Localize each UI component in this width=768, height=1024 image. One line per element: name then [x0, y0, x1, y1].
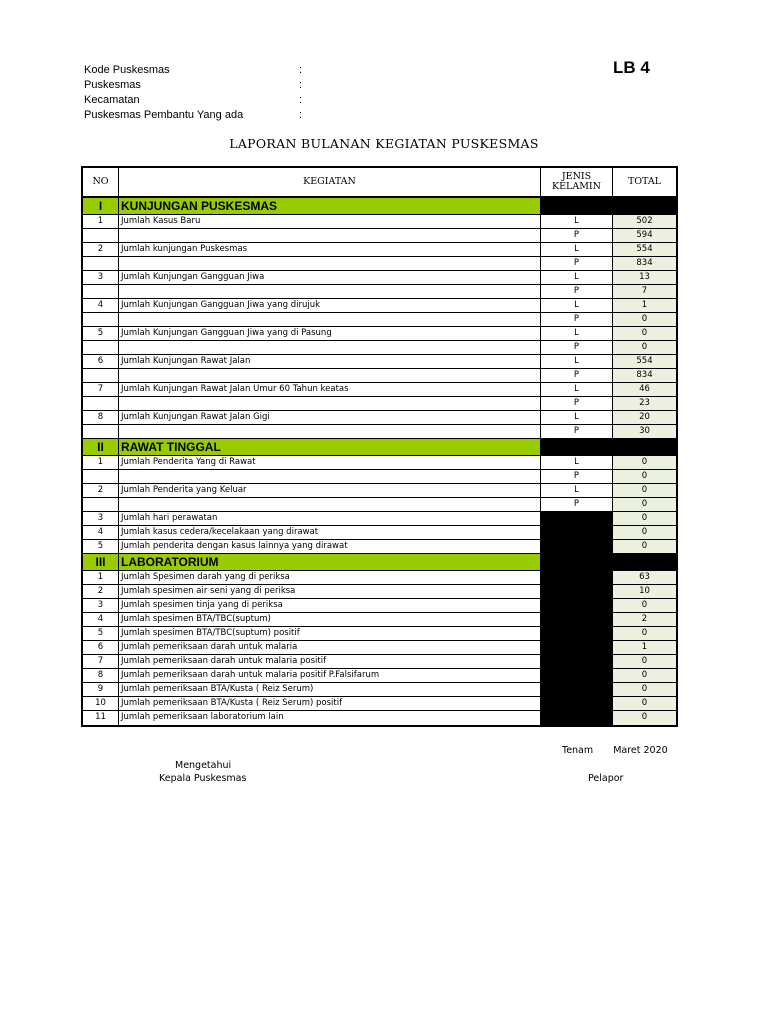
table-row	[83, 571, 676, 585]
row-total: 0	[613, 697, 676, 710]
row-total: 0	[613, 540, 676, 553]
row-total: 554	[613, 355, 676, 368]
row-jenis-kelamin-blocked	[541, 585, 613, 598]
row-number: 7	[83, 655, 119, 668]
row-kegiatan: Jumlah pemeriksaan laboratorium lain	[119, 711, 541, 725]
row-number: 2	[83, 484, 119, 497]
footer-place: Tenam	[562, 745, 594, 756]
row-number	[83, 369, 119, 382]
row-kegiatan: Jumlah pemeriksaan BTA/Kusta ( Reiz Serum) positif	[119, 697, 541, 710]
table-row	[83, 512, 676, 526]
row-jenis-kelamin: L	[541, 299, 613, 312]
footer-mengetahui: Mengetahui	[175, 760, 232, 771]
row-kegiatan: Jumlah hari perawatan	[119, 512, 541, 525]
table-row	[83, 355, 676, 369]
row-total: 0	[613, 498, 676, 511]
row-total: 1	[613, 299, 676, 312]
row-jenis-kelamin: P	[541, 313, 613, 326]
section-title: RAWAT TINGGAL	[119, 439, 541, 455]
row-total: 502	[613, 215, 676, 228]
row-kegiatan	[119, 229, 541, 242]
row-jenis-kelamin: L	[541, 243, 613, 256]
section-blocked-cell	[541, 439, 676, 455]
col-header-kelamin: KELAMIN	[552, 181, 601, 192]
row-number: 5	[83, 627, 119, 640]
row-kegiatan: Jumlah Kunjungan Rawat Jalan Umur 60 Tahun keatas	[119, 383, 541, 396]
row-total: 63	[613, 571, 676, 584]
row-total: 0	[613, 341, 676, 354]
row-jenis-kelamin-blocked	[541, 526, 613, 539]
row-kegiatan: Jumlah kasus cedera/kecelakaan yang dirawat	[119, 526, 541, 539]
row-kegiatan	[119, 369, 541, 382]
table-row	[83, 285, 676, 299]
table-row	[83, 498, 676, 512]
row-number	[83, 313, 119, 326]
footer-place-date	[562, 745, 668, 756]
row-kegiatan: Jumlah pemeriksaan darah untuk malaria positif	[119, 655, 541, 668]
col-header-kegiatan: KEGIATAN	[119, 168, 541, 196]
row-total: 0	[613, 526, 676, 539]
table-row	[83, 599, 676, 613]
footer-date: Maret 2020	[613, 745, 668, 756]
table-row	[83, 341, 676, 355]
header-field-label: Puskesmas	[84, 79, 141, 91]
row-total: 0	[613, 711, 676, 725]
row-number: 6	[83, 355, 119, 368]
table-row	[83, 229, 676, 243]
row-kegiatan	[119, 397, 541, 410]
row-kegiatan: Jumlah spesimen air seni yang di periksa	[119, 585, 541, 598]
report-title: LAPORAN BULANAN KEGIATAN PUSKESMAS	[229, 136, 539, 151]
report-code: LB 4	[613, 58, 650, 77]
row-jenis-kelamin: P	[541, 285, 613, 298]
row-jenis-kelamin-blocked	[541, 627, 613, 640]
row-number: 1	[83, 571, 119, 584]
section-header-row	[83, 554, 676, 571]
header-fields	[84, 63, 314, 123]
row-jenis-kelamin: P	[541, 498, 613, 511]
table-row	[83, 484, 676, 498]
row-total: 594	[613, 229, 676, 242]
row-number: 9	[83, 683, 119, 696]
row-kegiatan	[119, 257, 541, 270]
row-number: 8	[83, 411, 119, 424]
row-jenis-kelamin: P	[541, 369, 613, 382]
row-kegiatan: Jumlah Spesimen darah yang di periksa	[119, 571, 541, 584]
table-row	[83, 585, 676, 599]
row-total: 1	[613, 641, 676, 654]
row-total: 0	[613, 484, 676, 497]
table-header	[83, 168, 676, 198]
row-jenis-kelamin-blocked	[541, 613, 613, 626]
section-header-row	[83, 198, 676, 215]
header-field-label: Puskesmas Pembantu Yang ada	[84, 109, 244, 121]
header-field-puskesmas	[84, 78, 314, 93]
row-kegiatan: Jumlah Penderita yang Keluar	[119, 484, 541, 497]
row-kegiatan	[119, 285, 541, 298]
row-total: 0	[613, 313, 676, 326]
table-body	[83, 198, 676, 725]
row-jenis-kelamin: P	[541, 397, 613, 410]
row-kegiatan: Jumlah pemeriksaan darah untuk malaria	[119, 641, 541, 654]
row-number	[83, 285, 119, 298]
row-kegiatan: Jumlah spesimen tinja yang di periksa	[119, 599, 541, 612]
row-kegiatan: Jumlah Penderita Yang di Rawat	[119, 456, 541, 469]
row-jenis-kelamin-blocked	[541, 655, 613, 668]
row-kegiatan: Jumlah pemeriksaan BTA/Kusta ( Reiz Serum)	[119, 683, 541, 696]
row-total: 13	[613, 271, 676, 284]
row-total: 46	[613, 383, 676, 396]
table-row	[83, 369, 676, 383]
table-row	[83, 711, 676, 725]
row-total: 23	[613, 397, 676, 410]
row-jenis-kelamin: L	[541, 327, 613, 340]
row-kegiatan	[119, 470, 541, 483]
row-total: 0	[613, 655, 676, 668]
table-row	[83, 683, 676, 697]
row-number: 3	[83, 271, 119, 284]
row-total: 20	[613, 411, 676, 424]
row-total: 0	[613, 599, 676, 612]
row-total: 30	[613, 425, 676, 438]
row-number: 8	[83, 669, 119, 682]
row-jenis-kelamin-blocked	[541, 683, 613, 696]
row-number: 2	[83, 243, 119, 256]
row-kegiatan: Jumlah spesimen BTA/TBC(suptum)	[119, 613, 541, 626]
table-row	[83, 215, 676, 229]
row-kegiatan: Jumlah penderita dengan kasus lainnya yang dirawat	[119, 540, 541, 553]
section-blocked-cell	[541, 198, 676, 214]
table-row	[83, 627, 676, 641]
row-jenis-kelamin: L	[541, 411, 613, 424]
row-number: 4	[83, 299, 119, 312]
section-number: II	[83, 439, 119, 455]
col-header-total: TOTAL	[627, 176, 662, 187]
row-number	[83, 470, 119, 483]
row-jenis-kelamin: P	[541, 425, 613, 438]
table-row	[83, 271, 676, 285]
row-number: 3	[83, 512, 119, 525]
section-number: III	[83, 554, 119, 570]
header-field-kode	[84, 63, 314, 78]
row-kegiatan: Jumlah Kunjungan Gangguan Jiwa yang dirujuk	[119, 299, 541, 312]
row-number: 6	[83, 641, 119, 654]
col-header-no: NO	[83, 168, 119, 196]
row-number: 4	[83, 526, 119, 539]
row-jenis-kelamin: L	[541, 271, 613, 284]
row-total: 0	[613, 669, 676, 682]
report-table	[81, 166, 678, 727]
section-header-row	[83, 439, 676, 456]
table-row	[83, 697, 676, 711]
row-kegiatan: Jumlah Kunjungan Rawat Jalan	[119, 355, 541, 368]
row-jenis-kelamin-blocked	[541, 512, 613, 525]
row-jenis-kelamin: L	[541, 456, 613, 469]
row-number: 1	[83, 456, 119, 469]
table-row	[83, 425, 676, 439]
footer-kepala-puskesmas: Kepala Puskesmas	[159, 773, 247, 784]
row-jenis-kelamin: L	[541, 215, 613, 228]
row-kegiatan: Jumlah spesimen BTA/TBC(suptum) positif	[119, 627, 541, 640]
table-row	[83, 641, 676, 655]
row-jenis-kelamin: P	[541, 229, 613, 242]
row-number	[83, 229, 119, 242]
row-jenis-kelamin-blocked	[541, 669, 613, 682]
col-header-jenis: JENIS	[561, 171, 592, 182]
row-total: 10	[613, 585, 676, 598]
row-jenis-kelamin: P	[541, 257, 613, 270]
row-jenis-kelamin-blocked	[541, 571, 613, 584]
table-row	[83, 540, 676, 554]
table-row	[83, 313, 676, 327]
row-jenis-kelamin-blocked	[541, 711, 613, 725]
row-jenis-kelamin: L	[541, 383, 613, 396]
row-jenis-kelamin: P	[541, 341, 613, 354]
row-jenis-kelamin-blocked	[541, 599, 613, 612]
section-title: LABORATORIUM	[119, 554, 541, 570]
header-field-colon: :	[299, 109, 303, 121]
header-field-colon: :	[299, 94, 303, 106]
row-number: 11	[83, 711, 119, 725]
header-field-label: Kode Puskesmas	[84, 64, 170, 76]
row-total: 0	[613, 683, 676, 696]
table-row	[83, 411, 676, 425]
row-kegiatan	[119, 313, 541, 326]
row-total: 7	[613, 285, 676, 298]
row-number: 10	[83, 697, 119, 710]
table-row	[83, 383, 676, 397]
row-total: 0	[613, 327, 676, 340]
row-total: 834	[613, 257, 676, 270]
row-number	[83, 257, 119, 270]
row-kegiatan: Jumlah Kunjungan Gangguan Jiwa yang di Pasung	[119, 327, 541, 340]
table-row	[83, 456, 676, 470]
row-kegiatan: Jumlah kunjungan Puskesmas	[119, 243, 541, 256]
header-field-pustu	[84, 108, 314, 123]
row-kegiatan: Jumlah pemeriksaan darah untuk malaria positif P.Falsifarum	[119, 669, 541, 682]
row-kegiatan: Jumlah Kunjungan Gangguan Jiwa	[119, 271, 541, 284]
row-total: 0	[613, 627, 676, 640]
row-number	[83, 341, 119, 354]
table-row	[83, 257, 676, 271]
row-number: 2	[83, 585, 119, 598]
section-number: I	[83, 198, 119, 214]
header-field-colon: :	[299, 79, 303, 91]
table-row	[83, 327, 676, 341]
row-jenis-kelamin-blocked	[541, 540, 613, 553]
row-kegiatan	[119, 498, 541, 511]
header-field-colon: :	[299, 64, 303, 76]
row-jenis-kelamin: P	[541, 470, 613, 483]
table-row	[83, 243, 676, 257]
row-kegiatan: Jumlah Kasus Baru	[119, 215, 541, 228]
row-kegiatan	[119, 341, 541, 354]
table-row	[83, 655, 676, 669]
row-number: 3	[83, 599, 119, 612]
row-jenis-kelamin-blocked	[541, 697, 613, 710]
row-number: 4	[83, 613, 119, 626]
row-total: 834	[613, 369, 676, 382]
row-total: 2	[613, 613, 676, 626]
section-title: KUNJUNGAN PUSKESMAS	[119, 198, 541, 214]
row-jenis-kelamin: L	[541, 355, 613, 368]
table-row	[83, 397, 676, 411]
table-row	[83, 299, 676, 313]
row-number: 1	[83, 215, 119, 228]
table-row	[83, 613, 676, 627]
row-kegiatan	[119, 425, 541, 438]
row-number	[83, 397, 119, 410]
row-number: 5	[83, 540, 119, 553]
footer-pelapor: Pelapor	[588, 773, 624, 784]
row-number: 7	[83, 383, 119, 396]
table-row	[83, 669, 676, 683]
col-header-jenis-kelamin	[541, 168, 613, 196]
row-jenis-kelamin: L	[541, 484, 613, 497]
row-jenis-kelamin-blocked	[541, 641, 613, 654]
row-total: 0	[613, 470, 676, 483]
table-row	[83, 470, 676, 484]
row-number: 5	[83, 327, 119, 340]
row-number	[83, 498, 119, 511]
row-kegiatan: Jumlah Kunjungan Rawat Jalan Gigi	[119, 411, 541, 424]
row-total: 0	[613, 456, 676, 469]
section-blocked-cell	[541, 554, 676, 570]
table-row	[83, 526, 676, 540]
header-field-label: Kecamatan	[84, 94, 140, 106]
row-total: 554	[613, 243, 676, 256]
row-total: 0	[613, 512, 676, 525]
row-number	[83, 425, 119, 438]
header-field-kecamatan	[84, 93, 314, 108]
